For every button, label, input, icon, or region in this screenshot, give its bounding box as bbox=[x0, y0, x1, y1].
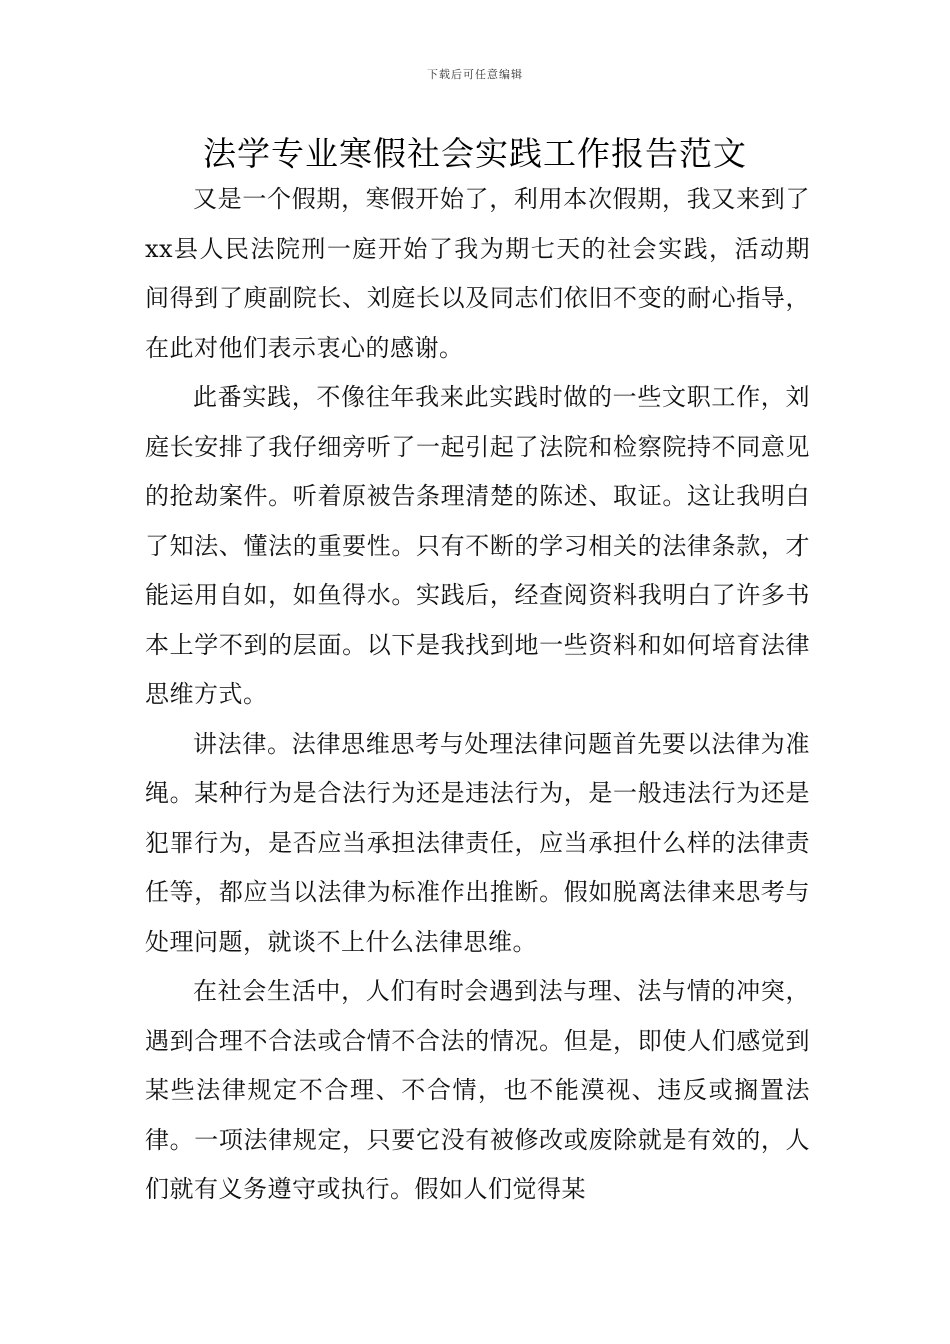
document-body bbox=[145, 175, 810, 1215]
document-title: 法学专业寒假社会实践工作报告范文 bbox=[203, 134, 747, 173]
header-note: 下载后可任意编辑 bbox=[427, 68, 523, 81]
paragraph: 此番实践，不像往年我来此实践时做的一些文职工作，刘庭长安排了我仔细旁听了一起引起了法院和检察院持不同意见的抢劫案件。听着原被告条理清楚的陈述、取证。这让我明白了知法、懂法的重要性。只有不断的学习相关的法律条款，才能运用自如，如鱼得水。实践后，经查阅资料我明白了许多书本上学不到的层面。以下是我找到地一些资料和如何培育法律思维方式。 bbox=[145, 383, 810, 708]
paragraph: 讲法律。法律思维思考与处理法律问题首先要以法律为准绳。某种行为是合法行为还是违法行为，是一般违法行为还是犯罪行为，是否应当承担法律责任，应当承担什么样的法律责任等，都应当以法律为标准作出推断。假如脱离法律来思考与处理问题，就谈不上什么法律思维。 bbox=[145, 729, 810, 956]
paragraph: 在社会生活中，人们有时会遇到法与理、法与情的冲突，遇到合理不合法或合情不合法的情况。但是，即使人们感觉到某些法律规定不合理、不合情，也不能漠视、违反或搁置法律。一项法律规定，只要它没有被修改或废除就是有效的，人们就有义务遵守或执行。假如人们觉得某 bbox=[145, 977, 810, 1203]
paragraph: 又是一个假期，寒假开始了，利用本次假期，我又来到了xx县人民法院刑一庭开始了我为期七天的社会实践，活动期间得到了庾副院长、刘庭长以及同志们依旧不变的耐心指导，在此对他们表示衷心的感谢。 bbox=[145, 185, 810, 362]
